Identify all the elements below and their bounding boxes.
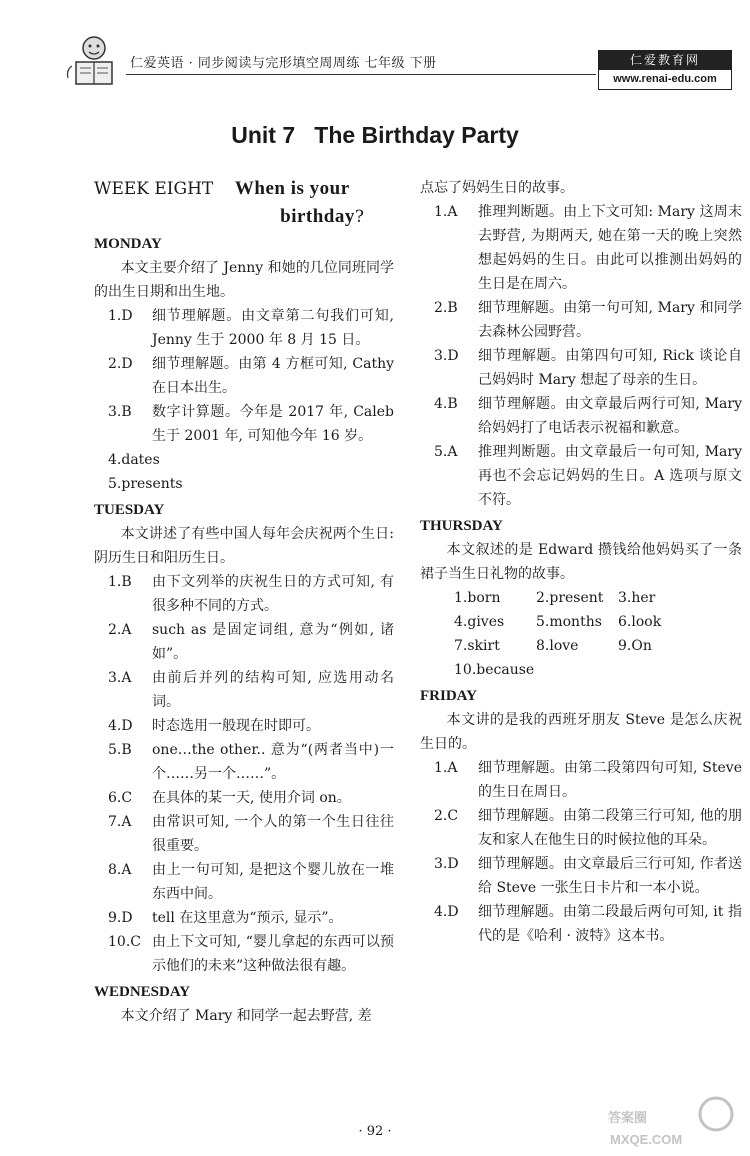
week-label: WEEK EIGHT	[94, 179, 214, 199]
brand-url: www.renai-edu.com	[613, 73, 717, 85]
fill-answer-row: 4.gives 5.months 6.look	[454, 614, 662, 630]
day-heading-tuesday: TUESDAY	[94, 502, 165, 518]
day-heading-monday: MONDAY	[94, 236, 162, 252]
right-column	[420, 176, 742, 948]
answer-item: 7.A 由常识可知, 一个人的第一个生日往往很重要。	[108, 814, 394, 854]
answer-item: 2.B 细节理解题。由第一句可知, Mary 和同学去森林公园野营。	[434, 300, 742, 340]
watermark-text-1: 答案圈	[608, 1110, 648, 1125]
answer-item: 3.D 细节理解题。由第四句可知, Rick 谈论自己妈妈时 Mary 想起了母亲的生日。	[434, 348, 742, 388]
week-topic-line1: When is your	[234, 178, 350, 199]
unit-title: Unit 7 The Birthday Party	[231, 122, 519, 148]
answer-item: 4.B 细节理解题。由文章最后两行可知, Mary 给妈妈打了电话表示祝福和歉意。	[434, 396, 742, 436]
week-heading-line2	[94, 204, 394, 230]
answer-item: 4.D 细节理解题。由第二段最后两句可知, it 指代的是《哈利 · 波特》这本书。	[434, 904, 742, 944]
answer-item: 8.A 由上一句可知, 是把这个婴儿放在一堆东西中间。	[108, 862, 394, 902]
short-answer: 5.presents	[108, 476, 183, 492]
page-number: · 92 ·	[358, 1124, 392, 1139]
answer-item: 10.C 由上下文可知, “婴儿拿起的东西可以预示他们的未来”这种做法很有趣。	[108, 934, 394, 974]
day-heading-thursday: THURSDAY	[420, 518, 503, 534]
answer-item: 1.A 细节理解题。由第二段第四句可知, Steve 的生日在周日。	[434, 760, 742, 800]
mascot-reading-icon	[62, 30, 122, 90]
answer-item: 5.B one…the other.. 意为“(两者当中)一个……另一个……”。	[108, 742, 394, 782]
answer-item: 6.C 在具体的某一天, 使用介词 on。	[108, 790, 351, 806]
friday-intro: 本文讲的是我的西班牙朋友 Steve 是怎么庆祝生日的。	[420, 712, 742, 752]
answer-item: 3.A 由前后并列的结构可知, 应选用动名词。	[108, 670, 394, 710]
fill-answer-row: 1.born 2.present 3.her	[454, 590, 656, 606]
answer-item: 1.B 由下文列举的庆祝生日的方式可知, 有很多种不同的方式。	[108, 574, 394, 614]
answer-item: 2.C 细节理解题。由第二段第三行可知, 他的朋友和家人在他生日的时候拉他的耳朵。	[434, 808, 742, 848]
brand-name: 仁爱教育网	[599, 51, 731, 70]
fill-answer-row: 10.because	[454, 662, 535, 678]
fill-answer-row: 7.skirt 8.love 9.On	[454, 638, 652, 654]
short-answer: 4.dates	[108, 452, 160, 468]
left-column	[94, 176, 394, 1028]
header-rule	[126, 74, 596, 75]
day-heading-wednesday: WEDNESDAY	[94, 984, 191, 1000]
week-topic-line2: birthday	[280, 206, 355, 227]
answer-item: 1.D 细节理解题。由文章第二句我们可知, Jenny 生于 2000 年 8 月 15 日。	[108, 308, 394, 348]
answer-item: 4.D 时态选用一般现在时即可。	[108, 718, 320, 734]
watermark-text-2: MXQE.COM	[610, 1132, 683, 1147]
answer-item: 3.B 数字计算题。今年是 2017 年, Caleb 生于 2001 年, 可知他今年 16 岁。	[108, 404, 394, 444]
page-header	[0, 0, 750, 100]
wednesday-intro-part2: 点忘了妈妈生日的故事。	[420, 180, 574, 196]
answer-item: 5.A 推理判断题。由文章最后一句可知, Mary 再也不会忘记妈妈的生日。A 选项与原文不符。	[434, 444, 742, 508]
monday-intro: 本文主要介绍了 Jenny 和她的几位同班同学的出生日期和出生地。	[94, 260, 394, 300]
week-heading	[94, 176, 394, 202]
day-heading-friday: FRIDAY	[420, 688, 477, 704]
answer-item: 2.A such as 是固定词组, 意为“例如, 诸如”。	[108, 622, 394, 662]
week-topic-mark: ?	[354, 207, 364, 227]
answer-item: 2.D 细节理解题。由第 4 方框可知, Cathy 在日本出生。	[108, 356, 394, 396]
book-title: 仁爱英语 · 同步阅读与完形填空周周练 七年级 下册	[130, 56, 437, 71]
watermark-logo-icon	[600, 1092, 740, 1150]
wednesday-intro-part1: 本文介绍了 Mary 和同学一起去野营, 差	[120, 1008, 372, 1024]
thursday-intro: 本文叙述的是 Edward 攒钱给他妈妈买了一条裙子当生日礼物的故事。	[420, 542, 742, 582]
answer-item: 3.D 细节理解题。由文章最后三行可知, 作者送给 Steve 一张生日卡片和一本小说。	[434, 856, 742, 896]
tuesday-intro: 本文讲述了有些中国人每年会庆祝两个生日: 阴历生日和阳历生日。	[94, 526, 394, 566]
brand-box	[598, 50, 732, 90]
answer-item: 9.D tell 在这里意为“预示, 显示”。	[108, 910, 343, 926]
answer-item: 1.A 推理判断题。由上下文可知: Mary 这周末去野营, 为期两天, 她在第一天的晚上突然想起妈妈的生日。由此可以推测出妈妈的生日是在周六。	[434, 204, 742, 292]
